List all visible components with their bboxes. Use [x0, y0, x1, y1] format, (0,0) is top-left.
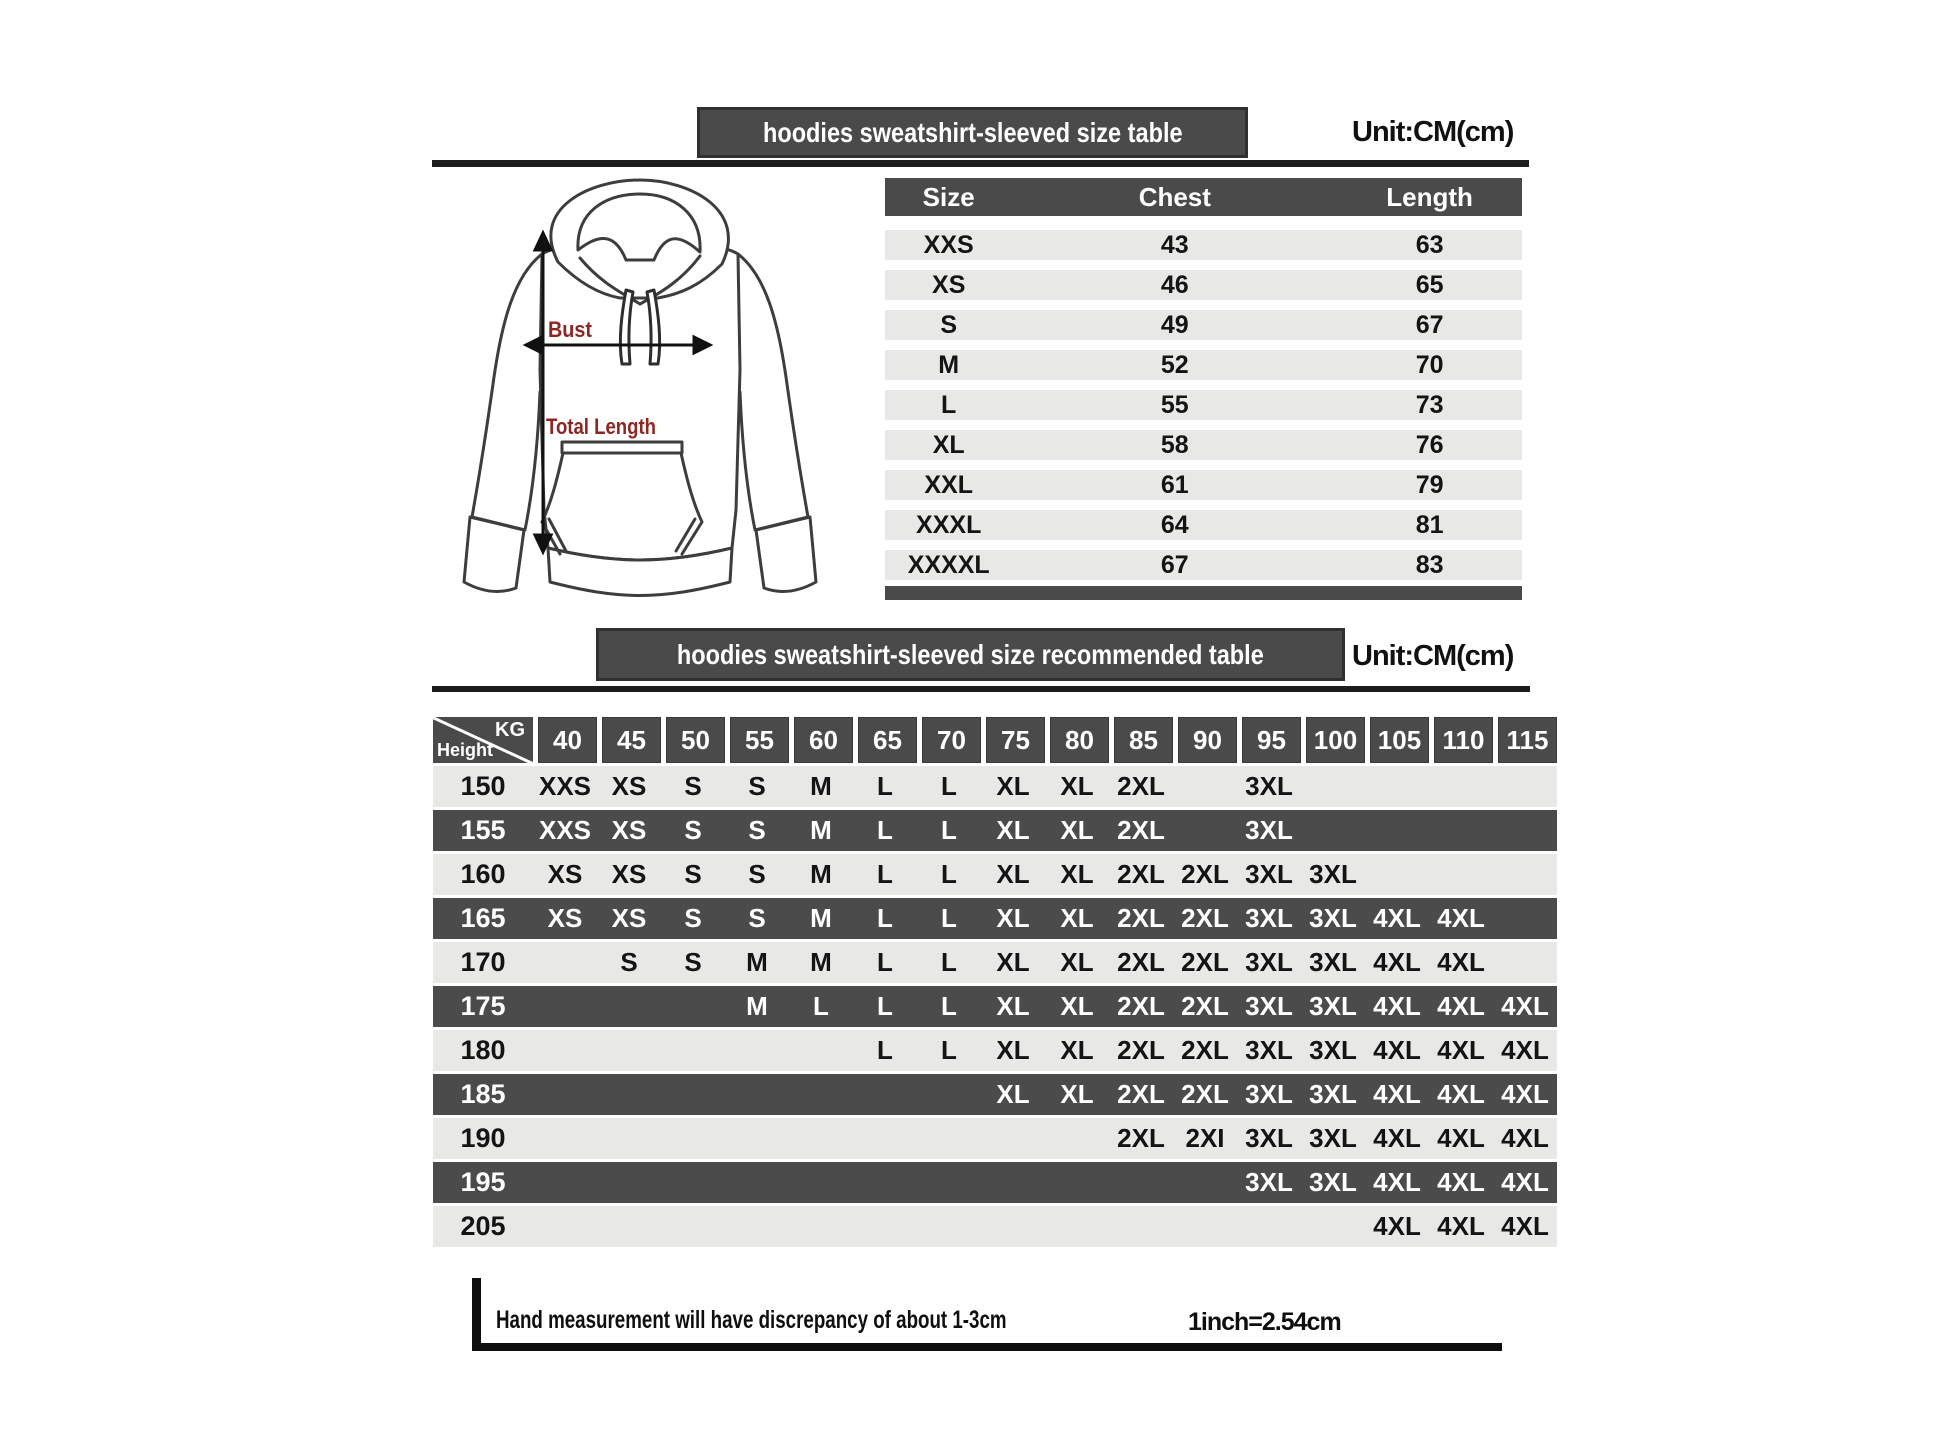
- matrix-size-cell: [597, 1074, 661, 1115]
- matrix-weight-header: 100: [1306, 717, 1365, 763]
- matrix-size-cell: [1045, 1206, 1109, 1247]
- matrix-size-cell: 3XL: [1245, 1167, 1293, 1197]
- size-table-bottom-bar: [885, 586, 1522, 600]
- size-table-row: [885, 470, 1522, 500]
- matrix-size-cell: [661, 986, 725, 1027]
- matrix-size-cell: [853, 1118, 917, 1159]
- size-table-cell-size: XXXL: [916, 511, 982, 539]
- matrix-row-195: [433, 1162, 1557, 1203]
- matrix-size-cell: M: [746, 947, 768, 977]
- matrix-row-175: [433, 986, 1557, 1027]
- size-table-title-bar: [697, 107, 1248, 158]
- matrix-weight-header: 105: [1370, 717, 1429, 763]
- matrix-size-cell: M: [810, 859, 832, 889]
- matrix-size-cell: 4XL: [1501, 1123, 1549, 1153]
- matrix-size-cell: XL: [1060, 1035, 1094, 1065]
- unit-label-top: Unit:CM(cm): [1352, 116, 1514, 148]
- matrix-row-180: [433, 1030, 1557, 1071]
- matrix-size-cell: 4XL: [1501, 1211, 1549, 1241]
- matrix-size-cell: XL: [1060, 947, 1094, 977]
- top-divider: [432, 160, 1529, 167]
- matrix-size-cell: XXS: [538, 771, 592, 801]
- matrix-size-cell: 3XL: [1245, 1123, 1293, 1153]
- matrix-size-cell: L: [941, 771, 957, 801]
- matrix-size-cell: 4XL: [1501, 991, 1549, 1021]
- matrix-size-cell: [981, 1162, 1045, 1203]
- matrix-size-cell: [917, 1206, 981, 1247]
- size-table-cell-size: L: [941, 391, 957, 419]
- matrix-height-label: 160: [460, 859, 506, 889]
- size-table-title: hoodies sweatshirt-sleeved size table: [762, 116, 1183, 148]
- matrix-size-cell: M: [810, 771, 832, 801]
- matrix-size-cell: [1109, 1162, 1173, 1203]
- matrix-size-cell: [981, 1206, 1045, 1247]
- matrix-size-cell: [789, 1030, 853, 1071]
- size-table-row: [885, 310, 1522, 340]
- matrix-body: [433, 766, 1557, 1247]
- matrix-size-cell: S: [684, 903, 702, 933]
- size-table-body: [885, 216, 1522, 580]
- matrix-size-cell: S: [748, 815, 766, 845]
- size-table-row: [885, 390, 1522, 420]
- matrix-size-cell: 4XL: [1373, 947, 1421, 977]
- matrix-size-cell: 2XL: [1181, 859, 1229, 889]
- matrix-size-cell: [533, 942, 597, 983]
- matrix-size-cell: M: [810, 815, 832, 845]
- matrix-size-cell: 2XL: [1181, 947, 1229, 977]
- matrix-size-cell: XL: [1060, 859, 1094, 889]
- matrix-size-cell: [597, 1162, 661, 1203]
- matrix-size-cell: 4XL: [1437, 1211, 1485, 1241]
- matrix-height-label: 185: [460, 1079, 506, 1109]
- matrix-size-cell: [1173, 1162, 1237, 1203]
- size-table-cell-chest: 43: [1160, 231, 1189, 259]
- size-table-cell-length: 67: [1415, 311, 1444, 339]
- total-length-label: Total Length: [546, 414, 656, 439]
- hoodie-left-cuff: [464, 517, 524, 591]
- matrix-size-cell: [789, 1162, 853, 1203]
- matrix-weight-header: 85: [1114, 717, 1173, 763]
- size-table-cell-chest: 64: [1160, 511, 1189, 539]
- matrix-size-cell: [1429, 854, 1493, 895]
- matrix-size-cell: [725, 1074, 789, 1115]
- matrix-size-cell: [917, 1118, 981, 1159]
- matrix-size-cell: 3XL: [1309, 991, 1357, 1021]
- matrix-size-cell: XL: [1060, 991, 1094, 1021]
- matrix-size-cell: [533, 1118, 597, 1159]
- matrix-size-cell: [1365, 854, 1429, 895]
- matrix-size-cell: XS: [611, 903, 647, 933]
- matrix-weight-header: 110: [1434, 717, 1493, 763]
- footer-left-bar: [472, 1278, 481, 1350]
- hoodie-right-sleeve: [738, 254, 808, 530]
- size-table-cell-size: XXL: [924, 471, 973, 499]
- matrix-size-cell: L: [941, 947, 957, 977]
- matrix-size-cell: 4XL: [1373, 1211, 1421, 1241]
- matrix-size-cell: [789, 1074, 853, 1115]
- size-table-row: [885, 550, 1522, 580]
- size-table-cell-chest: 61: [1160, 471, 1189, 499]
- matrix-size-cell: 3XL: [1245, 859, 1293, 889]
- matrix-size-cell: [1045, 1162, 1109, 1203]
- matrix-size-cell: L: [877, 903, 893, 933]
- matrix-size-cell: XL: [1060, 903, 1094, 933]
- matrix-size-cell: [533, 1030, 597, 1071]
- matrix-size-cell: [981, 1118, 1045, 1159]
- matrix-size-cell: [597, 1118, 661, 1159]
- matrix-size-cell: S: [684, 771, 702, 801]
- matrix-size-cell: 4XL: [1373, 1079, 1421, 1109]
- hoodie-left-sleeve: [472, 254, 542, 530]
- matrix-size-cell: XL: [1060, 771, 1094, 801]
- matrix-size-cell: [853, 1162, 917, 1203]
- size-table-cell-size: M: [938, 351, 960, 379]
- matrix-size-cell: [1493, 942, 1557, 983]
- matrix-size-cell: XS: [611, 815, 647, 845]
- matrix-size-cell: S: [748, 903, 766, 933]
- matrix-size-cell: 2XL: [1117, 1123, 1165, 1153]
- hoodie-diagram: [430, 170, 850, 610]
- matrix-size-cell: 4XL: [1501, 1079, 1549, 1109]
- matrix-size-cell: [533, 1206, 597, 1247]
- matrix-row-165: [433, 898, 1557, 939]
- matrix-weight-header: 50: [666, 717, 725, 763]
- size-table-row: [885, 510, 1522, 540]
- footer-note: Hand measurement will have discrepancy of about 1-3cm: [496, 1306, 1007, 1334]
- bust-label: Bust: [548, 317, 593, 342]
- matrix-size-cell: XL: [996, 859, 1030, 889]
- matrix-weight-header: 55: [730, 717, 789, 763]
- size-table-cell-length: 70: [1415, 351, 1444, 379]
- matrix-size-cell: L: [877, 771, 893, 801]
- matrix-size-cell: 2XI: [1185, 1123, 1225, 1153]
- matrix-size-cell: 4XL: [1501, 1035, 1549, 1065]
- matrix-size-cell: [533, 1162, 597, 1203]
- matrix-weight-header: 95: [1242, 717, 1301, 763]
- matrix-size-cell: [661, 1118, 725, 1159]
- size-table-cell-length: 79: [1415, 471, 1444, 499]
- matrix-size-cell: [1173, 766, 1237, 807]
- length-column-header: Length: [1386, 182, 1473, 212]
- matrix-size-cell: L: [941, 815, 957, 845]
- matrix-size-cell: 2XL: [1181, 1035, 1229, 1065]
- size-table-row: [885, 230, 1522, 260]
- matrix-size-cell: [1109, 1206, 1173, 1247]
- matrix-size-cell: 2XL: [1117, 771, 1165, 801]
- size-table-cell-chest: 46: [1160, 271, 1189, 299]
- matrix-size-cell: [661, 1206, 725, 1247]
- matrix-size-cell: [725, 1030, 789, 1071]
- matrix-height-label: 190: [460, 1123, 506, 1153]
- matrix-size-cell: 3XL: [1245, 815, 1293, 845]
- matrix-height-label: 205: [460, 1211, 506, 1241]
- matrix-size-cell: 4XL: [1373, 1035, 1421, 1065]
- size-table-cell-length: 83: [1415, 551, 1444, 579]
- matrix-size-cell: S: [620, 947, 638, 977]
- matrix-size-cell: S: [684, 947, 702, 977]
- matrix-size-cell: L: [941, 903, 957, 933]
- matrix-size-cell: [1493, 766, 1557, 807]
- matrix-size-cell: 3XL: [1245, 991, 1293, 1021]
- matrix-size-cell: XS: [611, 771, 647, 801]
- matrix-size-cell: [1301, 766, 1365, 807]
- matrix-size-cell: [1365, 810, 1429, 851]
- matrix-row-185: [433, 1074, 1557, 1115]
- hoodie-right-cuff: [756, 517, 816, 591]
- size-table-row: [885, 350, 1522, 380]
- matrix-corner-cell: [433, 717, 533, 763]
- matrix-size-cell: L: [941, 991, 957, 1021]
- size-table-cell-size: XXS: [923, 231, 974, 259]
- height-label: Height: [437, 740, 493, 760]
- matrix-row-155: [433, 810, 1557, 851]
- matrix-size-cell: S: [748, 771, 766, 801]
- matrix-size-cell: [533, 986, 597, 1027]
- matrix-weight-header: 90: [1178, 717, 1237, 763]
- matrix-size-cell: [1301, 1206, 1365, 1247]
- matrix-row-205: [433, 1206, 1557, 1247]
- footer-note-wrap: [496, 1306, 1177, 1335]
- matrix-weight-header: 75: [986, 717, 1045, 763]
- matrix-size-cell: XL: [996, 771, 1030, 801]
- matrix-size-cell: 2XL: [1117, 947, 1165, 977]
- matrix-size-cell: [1301, 810, 1365, 851]
- matrix-size-cell: [789, 1118, 853, 1159]
- size-table-cell-chest: 52: [1160, 351, 1189, 379]
- matrix-size-cell: 4XL: [1437, 1079, 1485, 1109]
- matrix-size-cell: [789, 1206, 853, 1247]
- size-column-header: Size: [922, 182, 975, 212]
- matrix-size-cell: 3XL: [1309, 947, 1357, 977]
- inch-conversion: 1inch=2.54cm: [1188, 1308, 1341, 1336]
- matrix-weight-header: 115: [1498, 717, 1557, 763]
- size-table-header: [885, 178, 1522, 216]
- matrix-size-cell: 3XL: [1245, 947, 1293, 977]
- matrix-size-cell: [1237, 1206, 1301, 1247]
- matrix-size-cell: L: [941, 1035, 957, 1065]
- matrix-size-cell: 2XL: [1181, 903, 1229, 933]
- matrix-size-cell: [853, 1074, 917, 1115]
- matrix-size-cell: [1365, 766, 1429, 807]
- matrix-row-160: [433, 854, 1557, 895]
- matrix-size-cell: XL: [1060, 1079, 1094, 1109]
- matrix-size-cell: [597, 1030, 661, 1071]
- matrix-row-190: [433, 1118, 1557, 1159]
- matrix-size-cell: 3XL: [1309, 859, 1357, 889]
- matrix-size-cell: S: [748, 859, 766, 889]
- matrix-size-cell: [661, 1030, 725, 1071]
- matrix-size-cell: 4XL: [1437, 903, 1485, 933]
- size-table-cell-chest: 58: [1160, 431, 1189, 459]
- matrix-height-label: 180: [460, 1035, 506, 1065]
- chest-column-header: Chest: [1138, 182, 1211, 212]
- matrix-weight-header: 45: [602, 717, 661, 763]
- size-table-cell-chest: 67: [1160, 551, 1189, 579]
- unit-label-bottom: Unit:CM(cm): [1352, 640, 1514, 672]
- matrix-size-cell: 4XL: [1373, 1123, 1421, 1153]
- size-table-cell-size: S: [940, 311, 958, 339]
- recommended-table-title-bar: [596, 628, 1345, 681]
- matrix-weight-header: 70: [922, 717, 981, 763]
- matrix-size-cell: L: [877, 1035, 893, 1065]
- matrix-row-150: [433, 766, 1557, 807]
- matrix-size-cell: [725, 1206, 789, 1247]
- matrix-size-cell: 4XL: [1373, 903, 1421, 933]
- matrix-size-cell: [1173, 810, 1237, 851]
- size-table-cell-chest: 55: [1160, 391, 1189, 419]
- matrix-size-cell: 4XL: [1373, 1167, 1421, 1197]
- matrix-height-label: 195: [460, 1167, 506, 1197]
- matrix-size-cell: [661, 1162, 725, 1203]
- size-table-cell-length: 63: [1415, 231, 1444, 259]
- matrix-size-cell: [853, 1206, 917, 1247]
- matrix-size-cell: XL: [996, 947, 1030, 977]
- size-table-cell-size: XS: [932, 271, 966, 299]
- size-table-cell-length: 65: [1415, 271, 1444, 299]
- matrix-size-cell: [1493, 810, 1557, 851]
- matrix-weight-header: 80: [1050, 717, 1109, 763]
- matrix-size-cell: 4XL: [1373, 991, 1421, 1021]
- matrix-size-cell: 4XL: [1437, 1123, 1485, 1153]
- matrix-size-cell: [1429, 766, 1493, 807]
- matrix-size-cell: 2XL: [1181, 1079, 1229, 1109]
- kg-label: KG: [495, 719, 525, 741]
- matrix-size-cell: L: [813, 991, 829, 1021]
- matrix-size-cell: [725, 1162, 789, 1203]
- matrix-size-cell: 3XL: [1309, 903, 1357, 933]
- size-table: [885, 178, 1522, 600]
- matrix-height-label: 155: [460, 815, 506, 845]
- matrix-size-cell: L: [941, 859, 957, 889]
- matrix-size-cell: 3XL: [1245, 1035, 1293, 1065]
- matrix-size-cell: XL: [996, 991, 1030, 1021]
- matrix-size-cell: 4XL: [1437, 1035, 1485, 1065]
- matrix-size-cell: [1429, 810, 1493, 851]
- matrix-weight-header-row: [433, 717, 1557, 763]
- matrix-size-cell: L: [877, 991, 893, 1021]
- matrix-size-cell: 2XL: [1181, 991, 1229, 1021]
- matrix-size-cell: [917, 1162, 981, 1203]
- size-table-cell-size: XXXXL: [907, 551, 990, 579]
- matrix-weight-header: 65: [858, 717, 917, 763]
- matrix-size-cell: 3XL: [1309, 1079, 1357, 1109]
- matrix-size-cell: [1493, 854, 1557, 895]
- matrix-size-cell: S: [684, 859, 702, 889]
- matrix-weight-header: 60: [794, 717, 853, 763]
- matrix-size-cell: S: [684, 815, 702, 845]
- matrix-size-cell: 4XL: [1437, 1167, 1485, 1197]
- matrix-size-cell: 3XL: [1309, 1123, 1357, 1153]
- matrix-size-cell: XL: [1060, 815, 1094, 845]
- matrix-height-label: 150: [460, 771, 506, 801]
- matrix-size-cell: 2XL: [1117, 859, 1165, 889]
- matrix-size-cell: [725, 1118, 789, 1159]
- matrix-size-cell: 3XL: [1245, 903, 1293, 933]
- matrix-size-cell: [533, 1074, 597, 1115]
- matrix-row-170: [433, 942, 1557, 983]
- footer-rule: [472, 1343, 1502, 1351]
- matrix-size-cell: [1493, 898, 1557, 939]
- size-table-row: [885, 430, 1522, 460]
- matrix-size-cell: 4XL: [1437, 947, 1485, 977]
- size-table-row: [885, 270, 1522, 300]
- matrix-height-label: 165: [460, 903, 506, 933]
- matrix-size-cell: XXS: [538, 815, 592, 845]
- matrix-size-cell: 3XL: [1245, 771, 1293, 801]
- matrix-size-cell: [597, 1206, 661, 1247]
- matrix-size-cell: XL: [996, 815, 1030, 845]
- matrix-size-cell: XL: [996, 1079, 1030, 1109]
- matrix-size-cell: XS: [547, 859, 583, 889]
- matrix-size-cell: 3XL: [1245, 1079, 1293, 1109]
- matrix-size-cell: [1173, 1206, 1237, 1247]
- matrix-size-cell: 4XL: [1437, 991, 1485, 1021]
- matrix-size-cell: 2XL: [1117, 903, 1165, 933]
- size-table-cell-size: XL: [932, 431, 965, 459]
- recommended-table-title: hoodies sweatshirt-sleeved size recommended table: [677, 638, 1264, 670]
- matrix-height-label: 170: [460, 947, 506, 977]
- matrix-size-cell: [661, 1074, 725, 1115]
- matrix-size-cell: 4XL: [1501, 1167, 1549, 1197]
- matrix-size-cell: [1045, 1118, 1109, 1159]
- matrix-size-cell: [597, 986, 661, 1027]
- size-table-cell-length: 76: [1415, 431, 1444, 459]
- matrix-size-cell: XL: [996, 1035, 1030, 1065]
- matrix-size-cell: [917, 1074, 981, 1115]
- matrix-size-cell: M: [810, 947, 832, 977]
- matrix-size-cell: XS: [611, 859, 647, 889]
- matrix-size-cell: 3XL: [1309, 1167, 1357, 1197]
- matrix-size-cell: 2XL: [1117, 1035, 1165, 1065]
- matrix-size-cell: 2XL: [1117, 1079, 1165, 1109]
- recommendation-matrix: [433, 717, 1557, 1247]
- size-table-cell-length: 81: [1415, 511, 1444, 539]
- size-table-cell-chest: 49: [1160, 311, 1189, 339]
- matrix-size-cell: L: [877, 947, 893, 977]
- matrix-size-cell: XL: [996, 903, 1030, 933]
- matrix-size-cell: 3XL: [1309, 1035, 1357, 1065]
- middle-divider: [432, 686, 1530, 692]
- matrix-size-cell: M: [746, 991, 768, 1021]
- matrix-size-cell: M: [810, 903, 832, 933]
- matrix-size-cell: 2XL: [1117, 815, 1165, 845]
- matrix-size-cell: L: [877, 859, 893, 889]
- matrix-height-label: 175: [460, 991, 506, 1021]
- matrix-size-cell: 2XL: [1117, 991, 1165, 1021]
- matrix-weight-header: 40: [538, 717, 597, 763]
- matrix-size-cell: L: [877, 815, 893, 845]
- size-table-cell-length: 73: [1415, 391, 1444, 419]
- matrix-size-cell: XS: [547, 903, 583, 933]
